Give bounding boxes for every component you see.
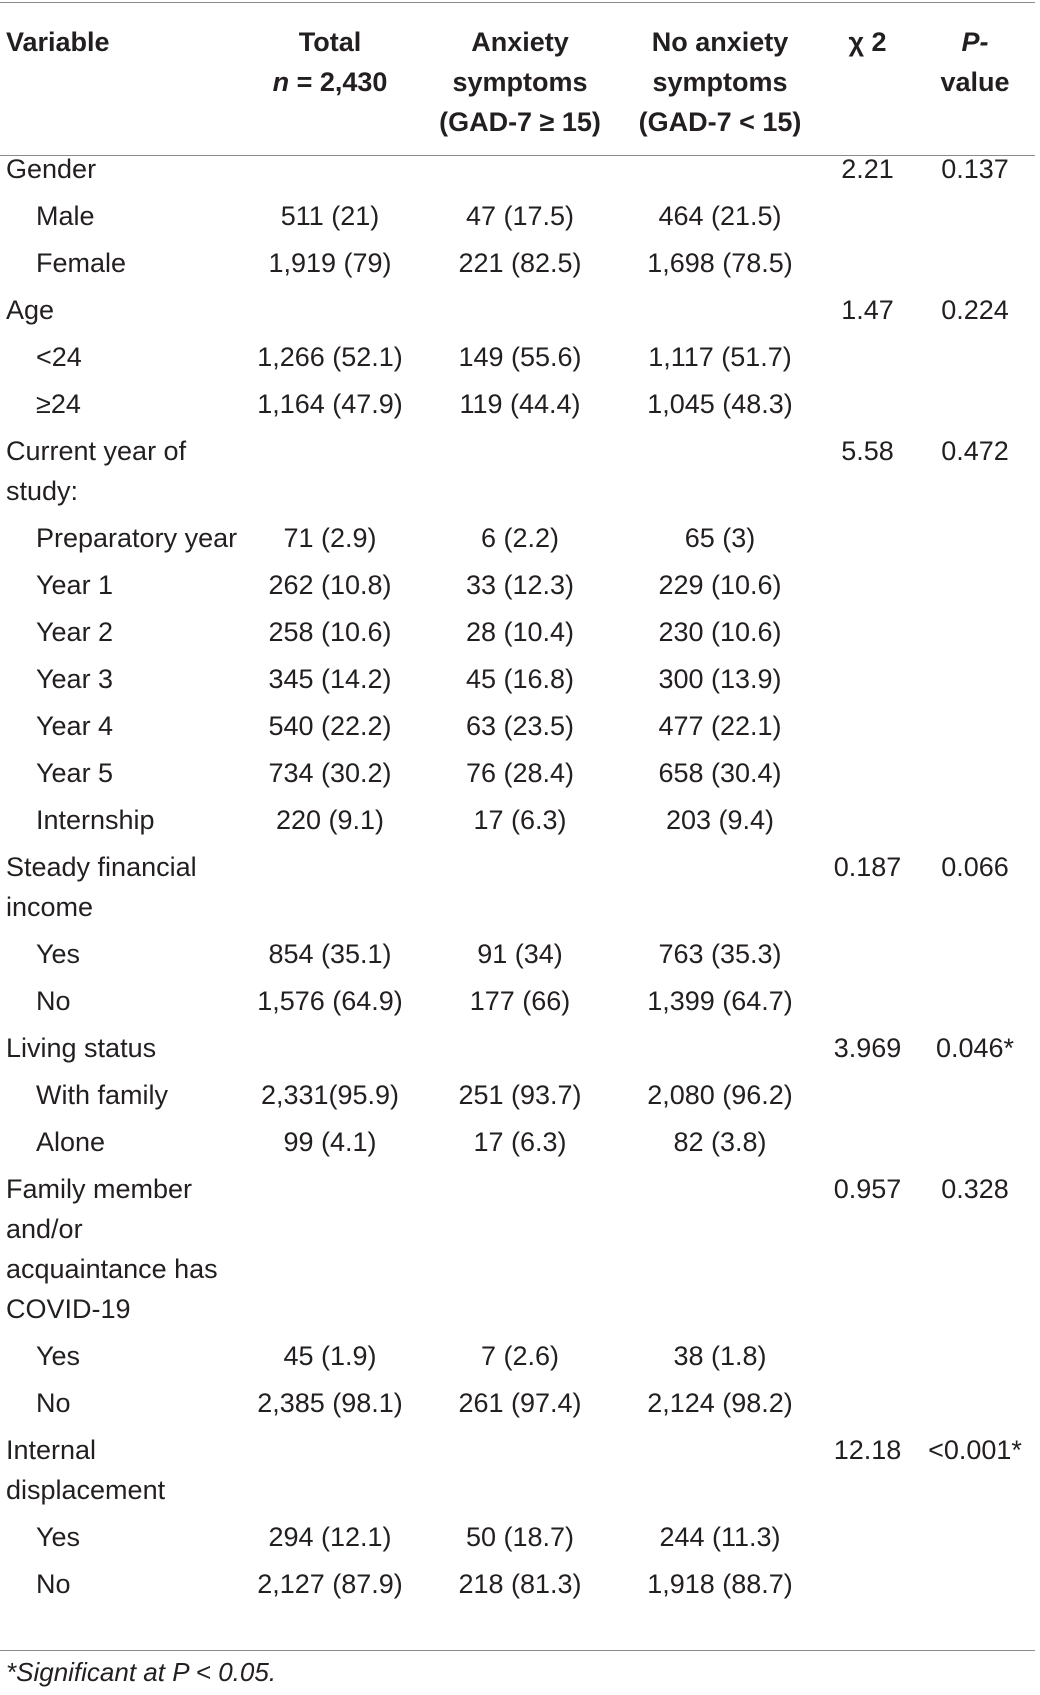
cell-no-anxiety: 2,080 (96.2) [647, 1080, 793, 1110]
row-label-line: Yes [36, 1522, 81, 1552]
cell-p-value [915, 706, 1035, 753]
cell-p-value [915, 612, 1035, 659]
cell-anxiety [420, 1028, 620, 1075]
header-chi-square [820, 0, 915, 142]
cell-chi-square [820, 981, 915, 1028]
cell-p-value [915, 800, 1035, 847]
table-category-row [0, 847, 1035, 934]
cell-p-value [915, 1564, 1035, 1611]
header-anxiety-line2: symptoms [452, 67, 588, 97]
row-label-line: Internal [6, 1435, 97, 1465]
row-label-line: Gender [6, 154, 97, 184]
row-label [0, 753, 240, 800]
row-label [0, 934, 240, 981]
row-label-line: study: [6, 476, 79, 506]
cell-anxiety [420, 1430, 620, 1517]
cell-anxiety: 28 (10.4) [465, 617, 575, 647]
table-subrow [0, 706, 1035, 753]
row-label [0, 612, 240, 659]
row-label-line: Internship [36, 805, 155, 835]
row-label-line: displacement [6, 1475, 166, 1505]
cell-chi-square [820, 1336, 915, 1383]
row-label-line: No [36, 1388, 71, 1418]
row-label-line: Year 2 [36, 617, 114, 647]
header-total-line2 [240, 62, 420, 102]
cell-chi-square [820, 518, 915, 565]
cell-chi-square [820, 565, 915, 612]
cell-chi-square [820, 1383, 915, 1430]
row-label [0, 1075, 240, 1122]
cell-p-value [915, 1336, 1035, 1383]
table-subrow [0, 1122, 1035, 1169]
table-subrow [0, 1336, 1035, 1383]
row-label-line: Steady financial [6, 852, 197, 882]
row-label [0, 337, 240, 384]
cell-p-value: 0.224 [941, 295, 1009, 325]
header-p-line1: P- [961, 27, 989, 57]
row-label [0, 981, 240, 1028]
cell-no-anxiety: 229 (10.6) [658, 570, 782, 600]
table-subrow [0, 800, 1035, 847]
row-label [0, 1336, 240, 1383]
cell-no-anxiety: 244 (11.3) [659, 1522, 781, 1552]
table-category-row [0, 1028, 1035, 1075]
cell-total: 1,266 (52.1) [257, 342, 403, 372]
cell-chi-square [820, 659, 915, 706]
cell-total: 258 (10.6) [268, 617, 392, 647]
cell-no-anxiety: 203 (9.4) [665, 805, 775, 835]
cell-total: 540 (22.2) [268, 711, 392, 741]
cell-p-value [915, 196, 1035, 243]
cell-anxiety: 149 (55.6) [458, 342, 582, 372]
row-label-line: Yes [36, 939, 81, 969]
row-label [0, 290, 240, 337]
cell-p-value [915, 934, 1035, 981]
row-label [0, 659, 240, 706]
cell-total [240, 431, 420, 518]
table-footnote: *Significant at P < 0.05. [6, 1657, 277, 1687]
row-label-line: No [36, 986, 71, 1016]
cell-no-anxiety [620, 1028, 820, 1075]
cell-p-value [915, 753, 1035, 800]
row-label-line: Family member [6, 1174, 193, 1204]
cell-total: 1,164 (47.9) [257, 389, 403, 419]
cell-no-anxiety [620, 290, 820, 337]
table-subrow [0, 612, 1035, 659]
row-label [0, 565, 240, 612]
cell-p-value: 0.472 [941, 436, 1009, 466]
row-label-line: COVID-19 [6, 1294, 131, 1324]
cell-anxiety [420, 149, 620, 196]
row-label [0, 1122, 240, 1169]
row-label [0, 800, 240, 847]
cell-p-value [915, 337, 1035, 384]
cell-total: 345 (14.2) [268, 664, 392, 694]
header-spacer-row [0, 142, 1035, 149]
row-label-line: Male [36, 201, 95, 231]
cell-anxiety: 119 (44.4) [459, 389, 581, 419]
cell-total [240, 847, 420, 934]
cell-chi-square [820, 1075, 915, 1122]
cell-anxiety: 6 (2.2) [480, 523, 560, 553]
cell-anxiety: 50 (18.7) [465, 1522, 575, 1552]
cell-total: 1,576 (64.9) [257, 986, 403, 1016]
cell-anxiety: 221 (82.5) [458, 248, 582, 278]
cell-total [240, 149, 420, 196]
header-p-line2: value [940, 67, 1010, 97]
row-label [0, 1517, 240, 1564]
cell-chi-square [820, 337, 915, 384]
row-label-line: With family [36, 1080, 169, 1110]
cell-p-value: 0.046* [935, 1033, 1015, 1063]
cell-no-anxiety: 1,399 (64.7) [647, 986, 793, 1016]
row-label [0, 149, 240, 196]
header-total-count: = 2,430 [289, 67, 388, 97]
row-label-line: Yes [36, 1341, 81, 1371]
header-total-line1: Total [298, 27, 362, 57]
row-label [0, 196, 240, 243]
cell-chi-square [820, 243, 915, 290]
header-p-value [915, 0, 1035, 142]
cell-total [240, 1430, 420, 1517]
cell-anxiety: 45 (16.8) [465, 664, 575, 694]
cell-anxiety [420, 847, 620, 934]
cell-chi-square [820, 1122, 915, 1169]
cell-p-value: 0.328 [941, 1174, 1009, 1204]
row-label-line: acquaintance has [6, 1254, 218, 1284]
cell-anxiety: 17 (6.3) [473, 1127, 567, 1157]
cell-total: 1,919 (79) [268, 248, 392, 278]
table-subrow [0, 384, 1035, 431]
cell-p-value [915, 981, 1035, 1028]
header-anxiety [420, 0, 620, 142]
table-subrow [0, 753, 1035, 800]
header-variable-text: Variable [6, 27, 110, 57]
cell-no-anxiety: 300 (13.9) [658, 664, 782, 694]
cell-chi-square: 1.47 [841, 295, 894, 325]
table-subrow [0, 659, 1035, 706]
cell-p-value [915, 518, 1035, 565]
cell-anxiety: 7 (2.6) [480, 1341, 560, 1371]
row-label-line: ≥24 [36, 389, 81, 419]
cell-no-anxiety: 477 (22.1) [658, 711, 782, 741]
row-label [0, 706, 240, 753]
cell-total: 99 (4.1) [283, 1127, 377, 1157]
cell-total: 734 (30.2) [268, 758, 392, 788]
row-label [0, 518, 240, 565]
cell-total: 262 (10.8) [268, 570, 392, 600]
cell-total [240, 290, 420, 337]
cell-no-anxiety [620, 847, 820, 934]
cell-p-value [915, 1383, 1035, 1430]
row-label-line: income [6, 892, 94, 922]
table-subrow [0, 337, 1035, 384]
cell-p-value [915, 565, 1035, 612]
row-label [0, 1430, 240, 1517]
cell-p-value [915, 1075, 1035, 1122]
cell-anxiety: 63 (23.5) [465, 711, 575, 741]
row-label [0, 243, 240, 290]
cell-no-anxiety: 1,918 (88.7) [647, 1569, 793, 1599]
cell-chi-square: 0.957 [833, 1174, 902, 1204]
cell-total: 71 (2.9) [283, 523, 377, 553]
cell-chi-square [820, 384, 915, 431]
table-subrow [0, 1383, 1035, 1430]
table-category-row [0, 149, 1035, 196]
table-body [0, 142, 1035, 1611]
cell-no-anxiety: 1,698 (78.5) [647, 248, 793, 278]
cell-total: 294 (12.1) [268, 1522, 392, 1552]
cell-anxiety: 91 (34) [477, 939, 563, 969]
cell-chi-square [820, 612, 915, 659]
cell-p-value [915, 243, 1035, 290]
table-bottom-rule [0, 1650, 1035, 1651]
table-header-row [0, 0, 1035, 142]
header-chi-square-text: χ 2 [848, 27, 887, 57]
cell-chi-square [820, 934, 915, 981]
cell-chi-square: 0.187 [833, 852, 902, 882]
row-label-line: Year 5 [36, 758, 114, 788]
cell-anxiety: 76 (28.4) [465, 758, 575, 788]
table-subrow [0, 934, 1035, 981]
row-label-line: Alone [36, 1127, 106, 1157]
row-label-line: and/or [6, 1214, 83, 1244]
table-subrow [0, 1075, 1035, 1122]
header-no-anxiety-line3: (GAD-7 < 15) [638, 107, 802, 137]
table-subrow [0, 243, 1035, 290]
cell-anxiety [420, 1169, 620, 1336]
cell-anxiety: 261 (97.4) [458, 1388, 582, 1418]
table-subrow [0, 518, 1035, 565]
row-label-line: Preparatory year [36, 523, 238, 553]
cell-no-anxiety: 763 (35.3) [658, 939, 782, 969]
row-label-line: Current year of [6, 436, 187, 466]
row-label [0, 1383, 240, 1430]
row-label [0, 431, 240, 518]
row-label-line: Year 4 [36, 711, 114, 741]
cell-anxiety: 47 (17.5) [465, 201, 575, 231]
cell-no-anxiety: 1,045 (48.3) [647, 389, 793, 419]
cell-p-value: 0.066 [941, 852, 1009, 882]
cell-chi-square [820, 800, 915, 847]
table-subrow [0, 565, 1035, 612]
cell-anxiety: 218 (81.3) [458, 1569, 582, 1599]
row-label-line: Year 1 [36, 570, 114, 600]
row-label-line: No [36, 1569, 71, 1599]
cell-no-anxiety: 2,124 (98.2) [647, 1388, 793, 1418]
cell-chi-square [820, 753, 915, 800]
cell-chi-square [820, 1517, 915, 1564]
header-no-anxiety-line2: symptoms [652, 67, 788, 97]
cell-no-anxiety [620, 149, 820, 196]
header-total [240, 0, 420, 142]
table-category-row [0, 290, 1035, 337]
cell-no-anxiety: 82 (3.8) [673, 1127, 767, 1157]
row-label-line: <24 [36, 342, 82, 372]
cell-p-value: <0.001* [928, 1435, 1022, 1465]
header-no-anxiety-line1: No anxiety [651, 27, 789, 57]
cell-anxiety: 177 (66) [469, 986, 571, 1016]
cell-no-anxiety: 658 (30.4) [658, 758, 782, 788]
table-subrow [0, 1564, 1035, 1611]
cell-total: 2,385 (98.1) [257, 1388, 403, 1418]
cell-p-value [915, 659, 1035, 706]
header-anxiety-line3: (GAD-7 ≥ 15) [439, 107, 601, 137]
table-subrow [0, 1517, 1035, 1564]
cell-chi-square [820, 196, 915, 243]
cell-total: 2,331(95.9) [260, 1080, 400, 1110]
header-no-anxiety [620, 0, 820, 142]
cell-total [240, 1169, 420, 1336]
cell-total: 220 (9.1) [275, 805, 385, 835]
cell-no-anxiety: 1,117 (51.7) [648, 342, 792, 372]
cell-total: 45 (1.9) [283, 1341, 377, 1371]
row-label-line: Living status [6, 1033, 157, 1063]
cell-chi-square: 3.969 [833, 1033, 902, 1063]
cell-chi-square [820, 1564, 915, 1611]
row-label [0, 1564, 240, 1611]
row-label-line: Age [6, 295, 55, 325]
cell-total: 854 (35.1) [268, 939, 392, 969]
row-label [0, 847, 240, 934]
row-label [0, 384, 240, 431]
cell-total: 511 (21) [280, 201, 380, 231]
header-anxiety-line1: Anxiety [471, 27, 569, 57]
header-variable [0, 0, 240, 142]
cell-p-value: 0.137 [941, 154, 1009, 184]
cell-anxiety: 33 (12.3) [465, 570, 575, 600]
cell-chi-square: 5.58 [841, 436, 894, 466]
cell-total: 2,127 (87.9) [257, 1569, 403, 1599]
table-subrow [0, 196, 1035, 243]
row-label [0, 1028, 240, 1075]
table-category-row [0, 1169, 1035, 1336]
table-subrow [0, 981, 1035, 1028]
cell-no-anxiety [620, 1169, 820, 1336]
cell-no-anxiety: 230 (10.6) [658, 617, 782, 647]
cell-anxiety: 17 (6.3) [473, 805, 567, 835]
cell-anxiety [420, 431, 620, 518]
cell-no-anxiety [620, 1430, 820, 1517]
cell-anxiety [420, 290, 620, 337]
row-label-line: Female [36, 248, 127, 278]
cell-p-value [915, 1122, 1035, 1169]
cell-no-anxiety: 65 (3) [684, 523, 756, 553]
row-label [0, 1169, 240, 1336]
header-total-n: n [272, 67, 290, 97]
cell-no-anxiety [620, 431, 820, 518]
cell-total [240, 1028, 420, 1075]
cell-chi-square: 2.21 [841, 154, 894, 184]
table-category-row [0, 1430, 1035, 1517]
table-category-row [0, 431, 1035, 518]
cell-chi-square [820, 706, 915, 753]
cell-no-anxiety: 38 (1.8) [673, 1341, 767, 1371]
cell-no-anxiety: 464 (21.5) [658, 201, 782, 231]
cell-chi-square: 12.18 [833, 1435, 902, 1465]
cell-p-value [915, 1517, 1035, 1564]
row-label-line: Year 3 [36, 664, 114, 694]
cell-p-value [915, 384, 1035, 431]
cell-anxiety: 251 (93.7) [458, 1080, 582, 1110]
